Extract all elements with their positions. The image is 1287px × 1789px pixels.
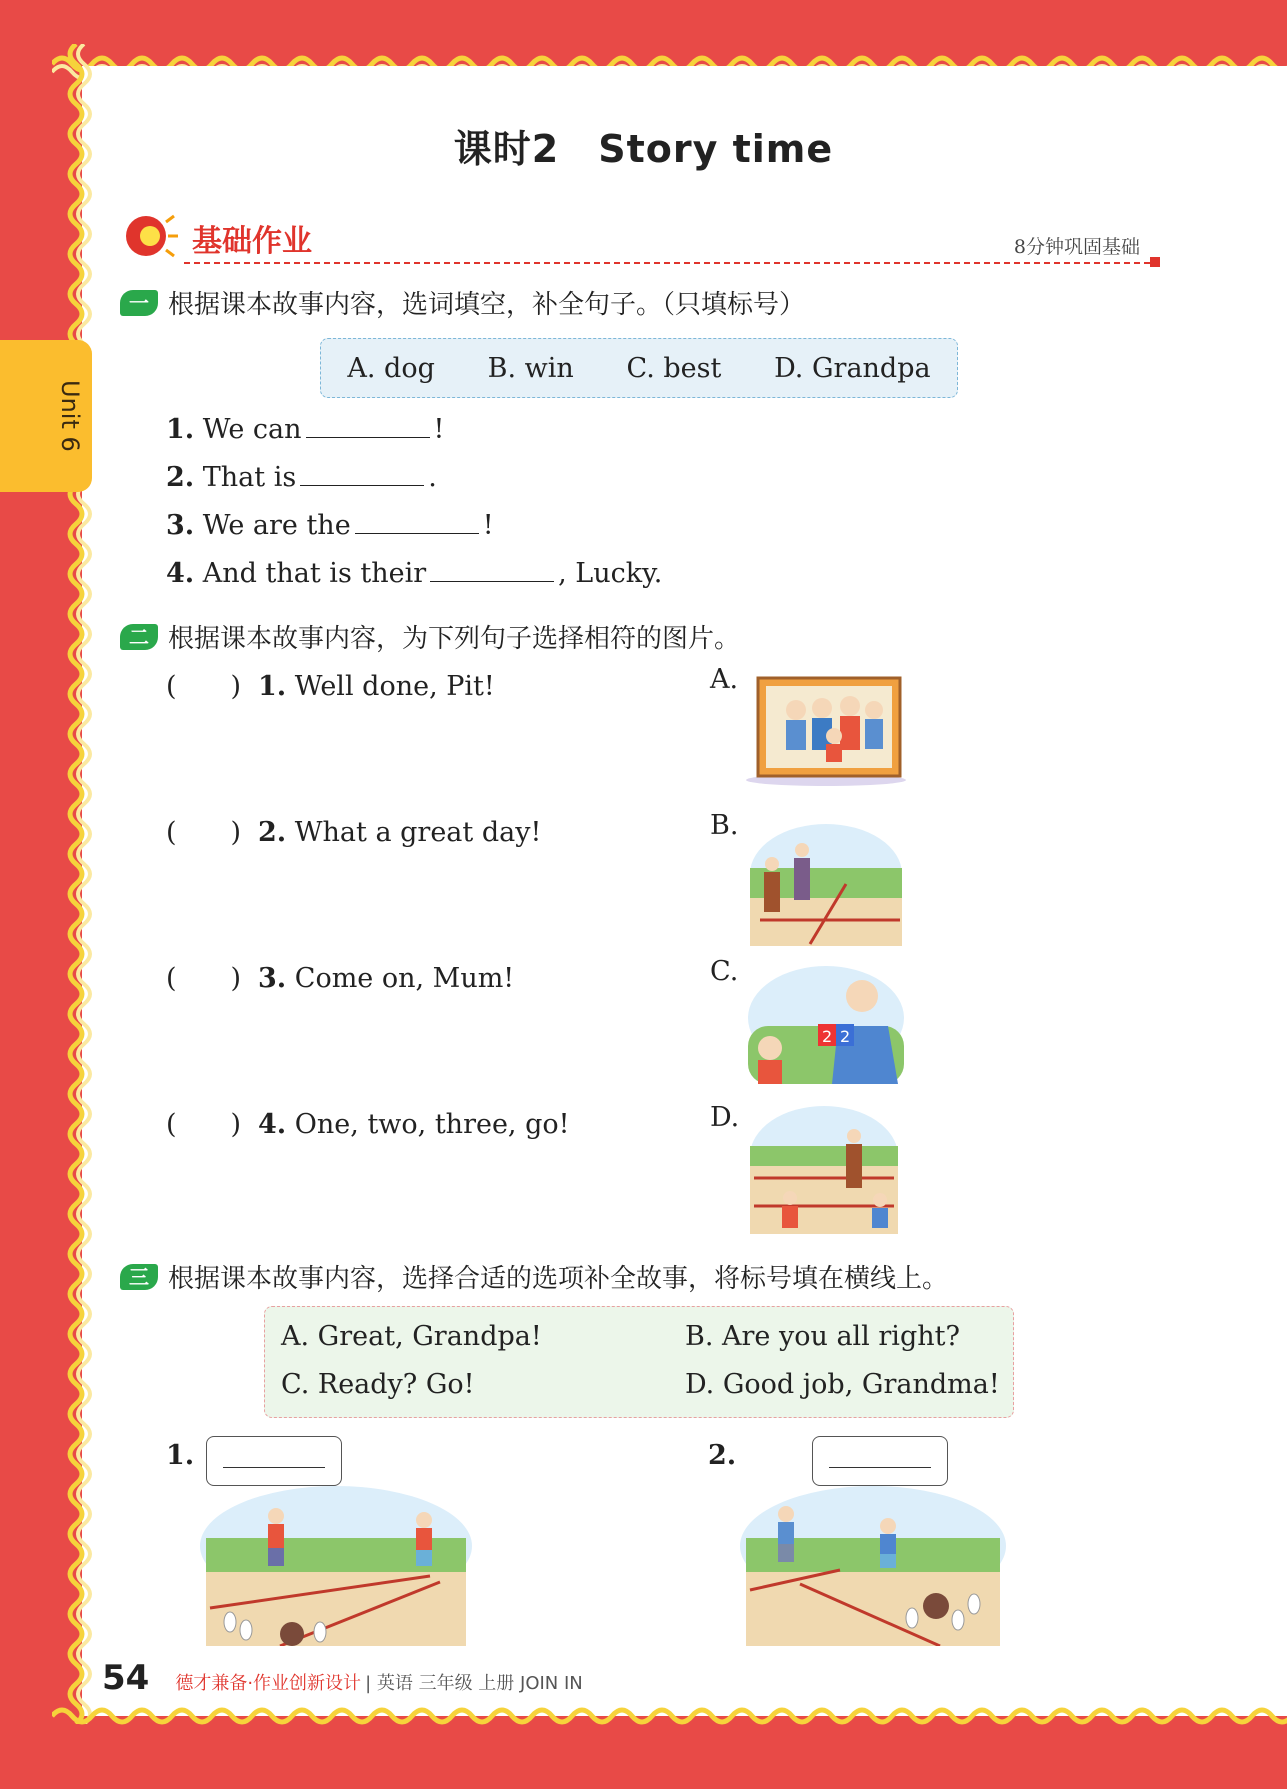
answer-paren[interactable]: ( ) <box>166 1109 242 1140</box>
decorative-left-border <box>46 44 96 1724</box>
q1-option-b: B. win <box>487 352 574 384</box>
item-text: That is <box>202 462 297 493</box>
item-text: And that is their <box>202 558 427 589</box>
q1-item-3 <box>166 510 494 541</box>
item-text: We are the <box>202 510 351 541</box>
q3-option-c: C. Ready? Go! <box>281 1369 475 1400</box>
item-number: 3. <box>258 963 287 994</box>
q1-option-c: C. best <box>626 352 722 384</box>
item-text: We can <box>202 414 302 445</box>
q1-instruction: 根据课本故事内容，选词填空，补全句子。（只填标号） <box>168 290 806 320</box>
q2-pic-label-a: A. <box>710 664 739 695</box>
page-number: 54 <box>102 1658 150 1698</box>
q2-pic-label-c: C. <box>710 956 739 987</box>
q2-badge: 二 <box>120 624 158 650</box>
answer-paren[interactable]: ( ) <box>166 963 242 994</box>
item-end: ! <box>433 414 445 445</box>
unit-tab-label: Unit 6 <box>56 380 84 452</box>
section-label: 基础作业 <box>192 224 312 259</box>
q3-option-b: B. Are you all right? <box>685 1321 960 1352</box>
item-text: What a great day! <box>294 817 542 848</box>
q3-option-a: A. Great, Grandpa! <box>281 1321 542 1352</box>
answer-blank[interactable] <box>430 559 554 582</box>
q2-item-1 <box>166 664 495 703</box>
q2-item-4 <box>166 1102 570 1141</box>
q2-pic-label-b: B. <box>710 810 739 841</box>
answer-blank <box>829 1467 931 1468</box>
q1-options-box <box>320 338 958 398</box>
q2-instruction: 根据课本故事内容，为下列句子选择相符的图片。 <box>168 624 741 654</box>
item-number: 2. <box>166 462 195 493</box>
svg-text:2: 2 <box>840 1027 851 1046</box>
q3-badge: 三 <box>120 1264 158 1290</box>
item-end: , Lucky. <box>558 558 663 589</box>
scene-2-image <box>740 1486 1006 1646</box>
answer-blank[interactable] <box>306 415 430 438</box>
number-card-image <box>748 966 904 1084</box>
q2-item-3 <box>166 956 514 995</box>
footer-brand: 德才兼备·作业创新设计 <box>175 1673 362 1694</box>
q2-item-2 <box>166 810 541 849</box>
item-number: 1. <box>258 671 287 702</box>
item-number: 1. <box>166 414 195 445</box>
item-text: Come on, Mum! <box>294 963 515 994</box>
q1-option-a: A. dog <box>347 352 435 384</box>
q1-item-2 <box>166 462 437 493</box>
svg-text:2: 2 <box>822 1027 833 1046</box>
scene-2-number: 2. <box>708 1440 737 1471</box>
unit-tab <box>0 340 92 492</box>
family-photo-image <box>738 674 908 786</box>
q1-item-4 <box>166 558 662 589</box>
scene-2-speech-bubble[interactable] <box>812 1436 948 1486</box>
section-rule <box>184 262 1160 264</box>
q2-pic-label-d: D. <box>710 1102 740 1133</box>
scene-1-speech-bubble[interactable] <box>206 1436 342 1486</box>
race-finish-image <box>750 1106 898 1234</box>
q1-heading <box>120 284 805 321</box>
scene-1-image <box>200 1486 472 1646</box>
item-end: ! <box>482 510 494 541</box>
q3-option-d: D. Good job, Grandma! <box>685 1369 1000 1400</box>
page-title: 课时2 Story time <box>453 127 834 171</box>
q3-heading <box>120 1258 948 1295</box>
q1-option-d: D. Grandpa <box>774 352 931 384</box>
q1-item-1 <box>166 414 444 445</box>
item-number: 3. <box>166 510 195 541</box>
section-sub: 8分钟巩固基础 <box>1013 236 1140 258</box>
item-number: 4. <box>258 1109 287 1140</box>
answer-paren[interactable]: ( ) <box>166 671 242 702</box>
q2-heading <box>120 618 740 655</box>
page-footer <box>102 1658 583 1698</box>
answer-blank[interactable] <box>300 463 424 486</box>
q3-options-box <box>264 1306 1014 1418</box>
item-end: . <box>428 462 437 493</box>
item-number: 2. <box>258 817 287 848</box>
item-number: 4. <box>166 558 195 589</box>
section-header <box>120 206 1160 266</box>
q3-instruction: 根据课本故事内容，选择合适的选项补全故事，将标号填在横线上。 <box>168 1264 949 1294</box>
lightbulb-icon <box>120 206 180 266</box>
footer-book-info: | 英语 三年级 上册 JOIN IN <box>365 1673 583 1694</box>
scene-1-number: 1. <box>166 1440 195 1471</box>
q1-badge: 一 <box>120 290 158 316</box>
sack-race-image <box>750 824 902 946</box>
answer-paren[interactable]: ( ) <box>166 817 242 848</box>
section-rule-end <box>1150 257 1160 267</box>
item-text: Well done, Pit! <box>294 671 495 702</box>
decorative-bottom-border <box>52 1700 1287 1740</box>
answer-blank <box>223 1467 325 1468</box>
answer-blank[interactable] <box>355 511 479 534</box>
item-text: One, two, three, go! <box>294 1109 570 1140</box>
